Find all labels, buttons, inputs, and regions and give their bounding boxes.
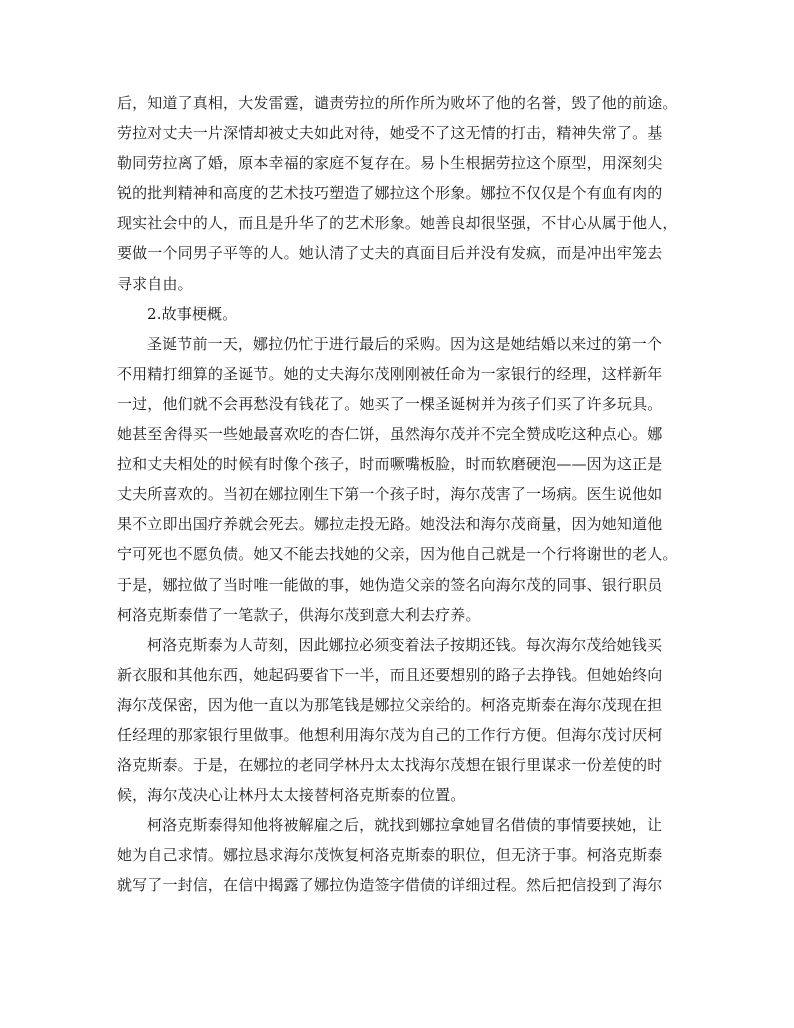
text-line: 候，海尔茂决心让林丹太太接替柯洛克斯泰的位置。	[117, 786, 466, 805]
text-line: 丈夫所喜欢的。当初在娜拉刚生下第一个孩子时，海尔茂害了一场病。医生说他如	[117, 485, 663, 504]
text-line: 她甚至舍得买一些她最喜欢吃的杏仁饼，虽然海尔茂并不完全赞成吃这种点心。娜	[117, 425, 663, 444]
text-line: 劳拉对丈夫一片深情却被丈夫如此对待，她受不了这无情的打击，精神失常了。基	[117, 124, 663, 143]
text-line: 果不立即出国疗养就会死去。娜拉走投无路。她没法和海尔茂商量，因为她知道他	[117, 515, 663, 534]
text-line: 后，知道了真相，大发雷霆，谴责劳拉的所作所为败坏了他的名誉，毁了他的前途。	[117, 94, 678, 112]
text-line: 寻求自由。	[117, 274, 193, 293]
text-line: 她为自己求情。娜拉恳求海尔茂恢复柯洛克斯泰的职位，但无济于事。柯洛克斯泰	[117, 846, 663, 865]
text-line: 拉和丈夫相处的时候有时像个孩子，时而噘嘴板脸，时而软磨硬泡——因为这正是	[117, 455, 663, 474]
text-line: 洛克斯泰。于是，在娜拉的老同学林丹太太找海尔茂想在银行里谋求一份差使的时	[117, 756, 663, 775]
text-line: 柯洛克斯泰得知他将被解雇之后，就找到娜拉拿她冒名借债的事情要挟她，让	[147, 816, 663, 835]
text-line: 2.故事梗概。	[147, 304, 238, 323]
text-line: 海尔茂保密，因为他一直以为那笔钱是娜拉父亲给的。柯洛克斯泰在海尔茂现在担	[117, 695, 663, 714]
text-line: 勒同劳拉离了婚，原本幸福的家庭不复存在。易卜生根据劳拉这个原型，用深刻尖	[117, 154, 663, 173]
text-line: 就写了一封信，在信中揭露了娜拉伪造签字借债的详细过程。然后把信投到了海尔	[117, 876, 663, 895]
text-line: 宁可死也不愿负债。她又不能去找她的父亲，因为他自己就是一个行将谢世的老人。	[117, 545, 678, 564]
text-line: 锐的批判精神和高度的艺术技巧塑造了娜拉这个形象。娜拉不仅仅是个有血有肉的	[117, 184, 663, 203]
text-line: 任经理的那家银行里做事。他想利用海尔茂为自己的工作行方便。但海尔茂讨厌柯	[117, 725, 663, 744]
text-line: 新衣服和其他东西，她起码要省下一半，而且还要想别的路子去挣钱。但她始终向	[117, 665, 663, 684]
text-line: 一过，他们就不会再愁没有钱花了。她买了一棵圣诞树并为孩子们买了许多玩具。	[117, 394, 663, 413]
text-line: 柯洛克斯泰为人苛刻，因此娜拉必须变着法子按期还钱。每次海尔茂给她钱买	[147, 635, 663, 654]
text-line: 要做一个同男子平等的人。她认清了丈夫的真面目后并没有发疯，而是冲出牢笼去	[117, 244, 663, 263]
text-line: 柯洛克斯泰借了一笔款子，供海尔茂到意大利去疗养。	[117, 605, 481, 624]
body-text	[117, 88, 682, 901]
text-line: 不用精打细算的圣诞节。她的丈夫海尔茂刚刚被任命为一家银行的经理，这样新年	[117, 364, 663, 383]
text-line: 圣诞节前一天，娜拉仍忙于进行最后的采购。因为这是她结婚以来过的第一个	[147, 334, 663, 353]
text-line: 现实社会中的人，而且是升华了的艺术形象。她善良却很坚强，不甘心从属于他人，	[117, 214, 678, 233]
text-line: 于是，娜拉做了当时唯一能做的事，她伪造父亲的签名向海尔茂的同事、银行职员	[117, 575, 663, 594]
